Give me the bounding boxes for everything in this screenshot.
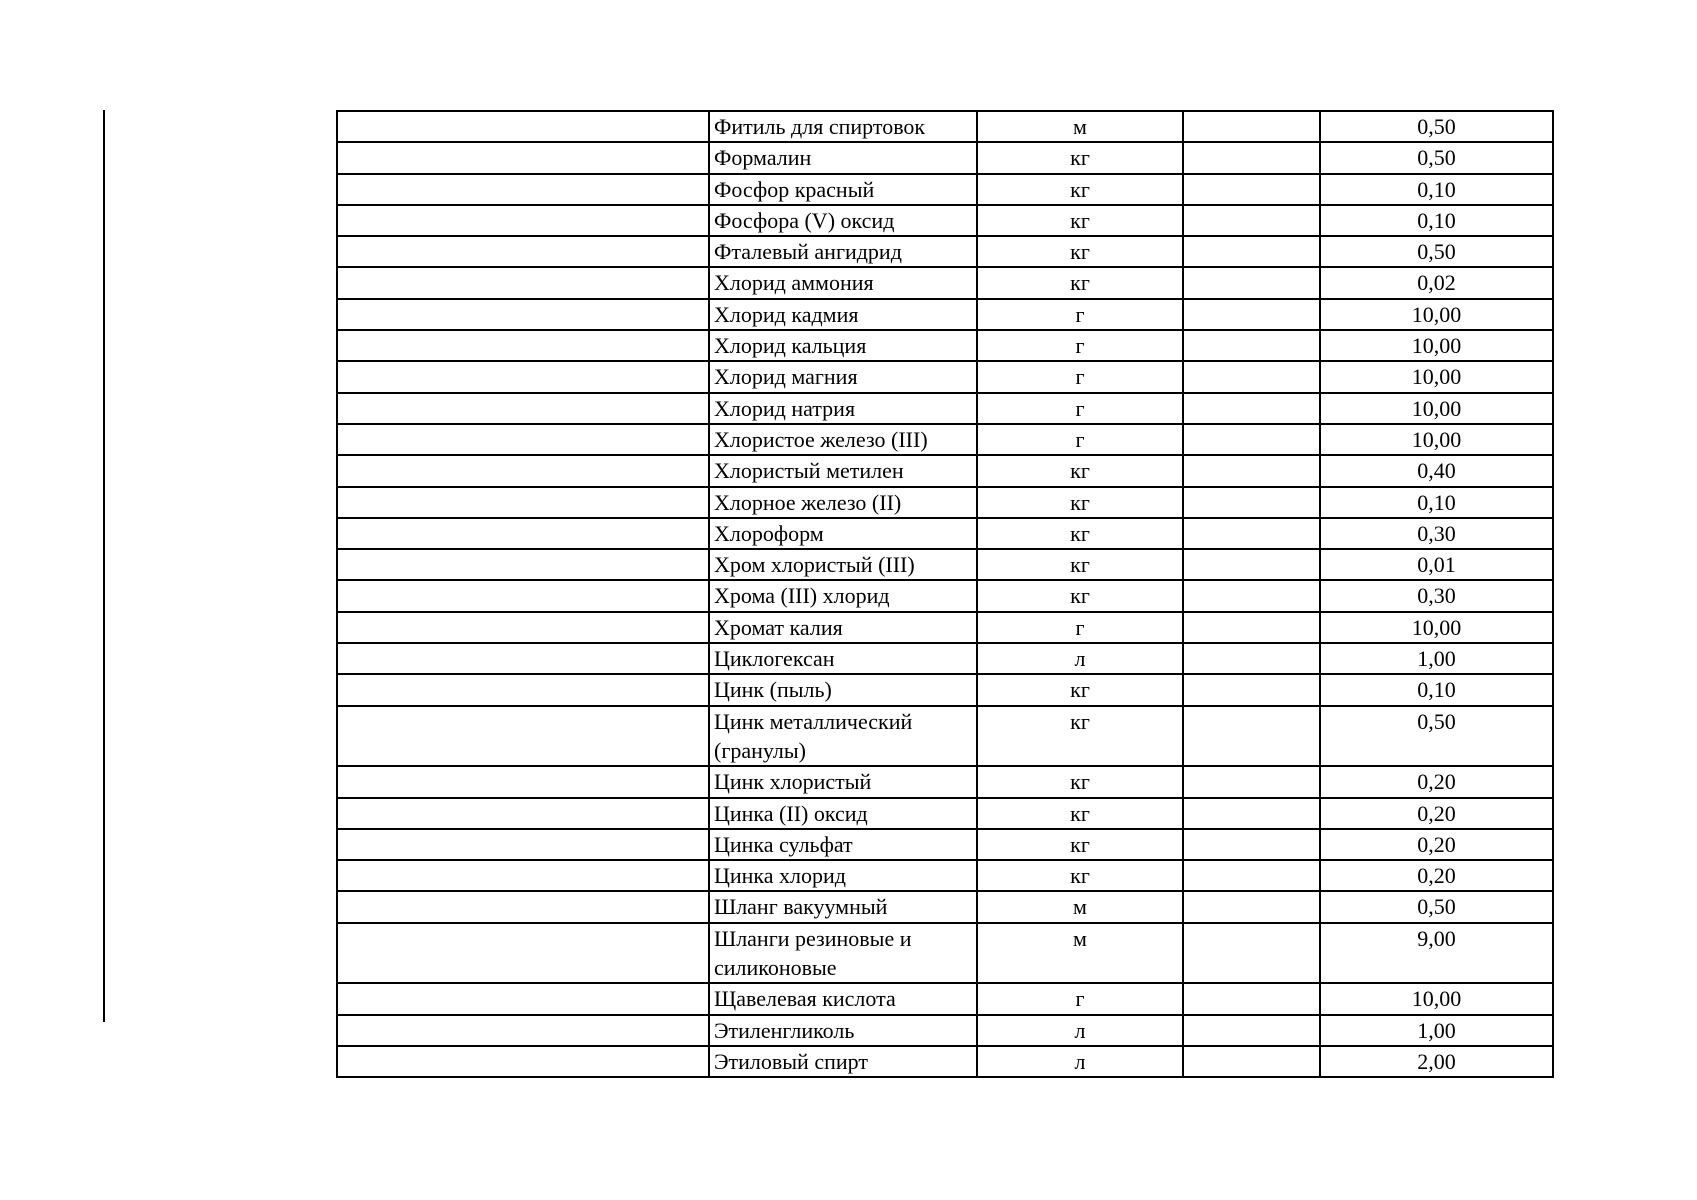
blank-cell bbox=[337, 766, 709, 797]
table-row bbox=[337, 267, 1553, 298]
blank-cell bbox=[337, 923, 709, 984]
blank-cell bbox=[337, 706, 709, 767]
unit-cell: г bbox=[977, 299, 1183, 330]
item-name-cell: Фталевый ангидрид bbox=[709, 236, 977, 267]
empty-cell bbox=[1183, 518, 1320, 549]
blank-cell bbox=[337, 267, 709, 298]
unit-cell: м bbox=[977, 923, 1183, 984]
blank-cell bbox=[337, 393, 709, 424]
quantity-cell: 0,30 bbox=[1320, 518, 1553, 549]
empty-cell bbox=[1183, 111, 1320, 142]
table-row bbox=[337, 455, 1553, 486]
table-row bbox=[337, 923, 1553, 984]
unit-cell: кг bbox=[977, 236, 1183, 267]
blank-cell bbox=[337, 860, 709, 891]
quantity-cell: 10,00 bbox=[1320, 361, 1553, 392]
unit-cell: г bbox=[977, 612, 1183, 643]
blank-cell bbox=[337, 891, 709, 922]
unit-cell: г bbox=[977, 424, 1183, 455]
quantity-cell: 0,30 bbox=[1320, 580, 1553, 611]
empty-cell bbox=[1183, 205, 1320, 236]
item-name-cell: Хлористое железо (III) bbox=[709, 424, 977, 455]
table-row bbox=[337, 330, 1553, 361]
item-name-cell: Фосфор красный bbox=[709, 174, 977, 205]
blank-cell bbox=[337, 674, 709, 705]
empty-cell bbox=[1183, 674, 1320, 705]
table-row bbox=[337, 361, 1553, 392]
quantity-cell: 0,50 bbox=[1320, 111, 1553, 142]
item-name-cell: Хлорид магния bbox=[709, 361, 977, 392]
empty-cell bbox=[1183, 267, 1320, 298]
unit-cell: кг bbox=[977, 174, 1183, 205]
empty-cell bbox=[1183, 643, 1320, 674]
unit-cell: кг bbox=[977, 487, 1183, 518]
blank-cell bbox=[337, 236, 709, 267]
table-row bbox=[337, 424, 1553, 455]
table-row bbox=[337, 142, 1553, 173]
table-row bbox=[337, 643, 1553, 674]
item-name-cell: Цинк хлористый bbox=[709, 766, 977, 797]
blank-cell bbox=[337, 142, 709, 173]
quantity-cell: 10,00 bbox=[1320, 393, 1553, 424]
table-row bbox=[337, 674, 1553, 705]
quantity-cell: 0,10 bbox=[1320, 205, 1553, 236]
item-name-cell: Формалин bbox=[709, 142, 977, 173]
quantity-cell: 10,00 bbox=[1320, 612, 1553, 643]
unit-cell: г bbox=[977, 983, 1183, 1014]
empty-cell bbox=[1183, 1015, 1320, 1046]
empty-cell bbox=[1183, 549, 1320, 580]
unit-cell: л bbox=[977, 1046, 1183, 1077]
empty-cell bbox=[1183, 330, 1320, 361]
item-name-cell: Цинка сульфат bbox=[709, 829, 977, 860]
empty-cell bbox=[1183, 174, 1320, 205]
unit-cell: кг bbox=[977, 798, 1183, 829]
blank-cell bbox=[337, 455, 709, 486]
quantity-cell: 0,50 bbox=[1320, 236, 1553, 267]
blank-cell bbox=[337, 1015, 709, 1046]
table-row bbox=[337, 983, 1553, 1014]
unit-cell: м bbox=[977, 891, 1183, 922]
unit-cell: кг bbox=[977, 674, 1183, 705]
quantity-cell: 0,20 bbox=[1320, 798, 1553, 829]
blank-cell bbox=[337, 361, 709, 392]
quantity-cell: 0,02 bbox=[1320, 267, 1553, 298]
empty-cell bbox=[1183, 142, 1320, 173]
quantity-cell: 2,00 bbox=[1320, 1046, 1553, 1077]
quantity-cell: 0,50 bbox=[1320, 891, 1553, 922]
table-row bbox=[337, 766, 1553, 797]
unit-cell: г bbox=[977, 393, 1183, 424]
table-row bbox=[337, 1046, 1553, 1077]
empty-cell bbox=[1183, 923, 1320, 984]
item-name-cell: Хлорид кальция bbox=[709, 330, 977, 361]
empty-cell bbox=[1183, 393, 1320, 424]
unit-cell: кг bbox=[977, 829, 1183, 860]
table-row bbox=[337, 299, 1553, 330]
item-name-cell: Хлорное железо (II) bbox=[709, 487, 977, 518]
left-margin-rule bbox=[103, 110, 105, 1022]
item-name-cell: Цинк (пыль) bbox=[709, 674, 977, 705]
blank-cell bbox=[337, 487, 709, 518]
empty-cell bbox=[1183, 891, 1320, 922]
item-name-cell: Хлорид аммония bbox=[709, 267, 977, 298]
item-name-cell: Щавелевая кислота bbox=[709, 983, 977, 1014]
item-name-cell: Этиловый спирт bbox=[709, 1046, 977, 1077]
table-row bbox=[337, 891, 1553, 922]
quantity-cell: 1,00 bbox=[1320, 1015, 1553, 1046]
quantity-cell: 0,20 bbox=[1320, 829, 1553, 860]
empty-cell bbox=[1183, 236, 1320, 267]
unit-cell: л bbox=[977, 643, 1183, 674]
empty-cell bbox=[1183, 860, 1320, 891]
item-name-cell: Цинка (II) оксид bbox=[709, 798, 977, 829]
table-row bbox=[337, 1015, 1553, 1046]
item-name-cell: Цинк металлический (гранулы) bbox=[709, 706, 977, 767]
item-name-cell: Хлорид натрия bbox=[709, 393, 977, 424]
empty-cell bbox=[1183, 983, 1320, 1014]
item-name-cell: Хлористый метилен bbox=[709, 455, 977, 486]
quantity-cell: 0,10 bbox=[1320, 487, 1553, 518]
unit-cell: кг bbox=[977, 706, 1183, 767]
quantity-cell: 0,50 bbox=[1320, 706, 1553, 767]
quantity-cell: 0,10 bbox=[1320, 174, 1553, 205]
blank-cell bbox=[337, 330, 709, 361]
quantity-cell: 0,20 bbox=[1320, 766, 1553, 797]
table-row bbox=[337, 706, 1553, 767]
item-name-cell: Хромат калия bbox=[709, 612, 977, 643]
unit-cell: кг bbox=[977, 549, 1183, 580]
blank-cell bbox=[337, 518, 709, 549]
empty-cell bbox=[1183, 829, 1320, 860]
supply-table bbox=[336, 110, 1554, 1078]
blank-cell bbox=[337, 549, 709, 580]
blank-cell bbox=[337, 1046, 709, 1077]
item-name-cell: Хлороформ bbox=[709, 518, 977, 549]
empty-cell bbox=[1183, 766, 1320, 797]
unit-cell: кг bbox=[977, 766, 1183, 797]
unit-cell: кг bbox=[977, 267, 1183, 298]
empty-cell bbox=[1183, 798, 1320, 829]
quantity-cell: 1,00 bbox=[1320, 643, 1553, 674]
item-name-cell: Этиленгликоль bbox=[709, 1015, 977, 1046]
quantity-cell: 0,20 bbox=[1320, 860, 1553, 891]
table-row bbox=[337, 580, 1553, 611]
unit-cell: кг bbox=[977, 142, 1183, 173]
blank-cell bbox=[337, 643, 709, 674]
item-name-cell: Шланг вакуумный bbox=[709, 891, 977, 922]
blank-cell bbox=[337, 983, 709, 1014]
unit-cell: м bbox=[977, 111, 1183, 142]
table-row bbox=[337, 549, 1553, 580]
empty-cell bbox=[1183, 299, 1320, 330]
unit-cell: кг bbox=[977, 860, 1183, 891]
quantity-cell: 0,40 bbox=[1320, 455, 1553, 486]
table-row bbox=[337, 393, 1553, 424]
blank-cell bbox=[337, 424, 709, 455]
empty-cell bbox=[1183, 487, 1320, 518]
unit-cell: кг bbox=[977, 455, 1183, 486]
empty-cell bbox=[1183, 361, 1320, 392]
table-row bbox=[337, 829, 1553, 860]
table-body bbox=[337, 111, 1553, 1077]
empty-cell bbox=[1183, 1046, 1320, 1077]
item-name-cell: Цинка хлорид bbox=[709, 860, 977, 891]
table-row bbox=[337, 860, 1553, 891]
blank-cell bbox=[337, 174, 709, 205]
item-name-cell: Фосфора (V) оксид bbox=[709, 205, 977, 236]
blank-cell bbox=[337, 205, 709, 236]
table-row bbox=[337, 518, 1553, 549]
quantity-cell: 0,01 bbox=[1320, 549, 1553, 580]
item-name-cell: Фитиль для спиртовок bbox=[709, 111, 977, 142]
quantity-cell: 10,00 bbox=[1320, 983, 1553, 1014]
quantity-cell: 10,00 bbox=[1320, 424, 1553, 455]
quantity-cell: 9,00 bbox=[1320, 923, 1553, 984]
blank-cell bbox=[337, 798, 709, 829]
table-row bbox=[337, 236, 1553, 267]
table-row bbox=[337, 205, 1553, 236]
item-name-cell: Циклогексан bbox=[709, 643, 977, 674]
quantity-cell: 0,10 bbox=[1320, 674, 1553, 705]
empty-cell bbox=[1183, 455, 1320, 486]
item-name-cell: Хлорид кадмия bbox=[709, 299, 977, 330]
empty-cell bbox=[1183, 580, 1320, 611]
item-name-cell: Шланги резиновые и силиконовые bbox=[709, 923, 977, 984]
unit-cell: г bbox=[977, 330, 1183, 361]
unit-cell: л bbox=[977, 1015, 1183, 1046]
blank-cell bbox=[337, 612, 709, 643]
blank-cell bbox=[337, 299, 709, 330]
empty-cell bbox=[1183, 424, 1320, 455]
unit-cell: кг bbox=[977, 580, 1183, 611]
blank-cell bbox=[337, 829, 709, 860]
table-row bbox=[337, 487, 1553, 518]
item-name-cell: Хром хлористый (III) bbox=[709, 549, 977, 580]
blank-cell bbox=[337, 580, 709, 611]
table-row bbox=[337, 798, 1553, 829]
quantity-cell: 10,00 bbox=[1320, 299, 1553, 330]
unit-cell: г bbox=[977, 361, 1183, 392]
item-name-cell: Хрома (III) хлорид bbox=[709, 580, 977, 611]
quantity-cell: 0,50 bbox=[1320, 142, 1553, 173]
unit-cell: кг bbox=[977, 205, 1183, 236]
table-row bbox=[337, 612, 1553, 643]
unit-cell: кг bbox=[977, 518, 1183, 549]
blank-cell bbox=[337, 111, 709, 142]
table-row bbox=[337, 174, 1553, 205]
quantity-cell: 10,00 bbox=[1320, 330, 1553, 361]
table-row bbox=[337, 111, 1553, 142]
empty-cell bbox=[1183, 706, 1320, 767]
empty-cell bbox=[1183, 612, 1320, 643]
